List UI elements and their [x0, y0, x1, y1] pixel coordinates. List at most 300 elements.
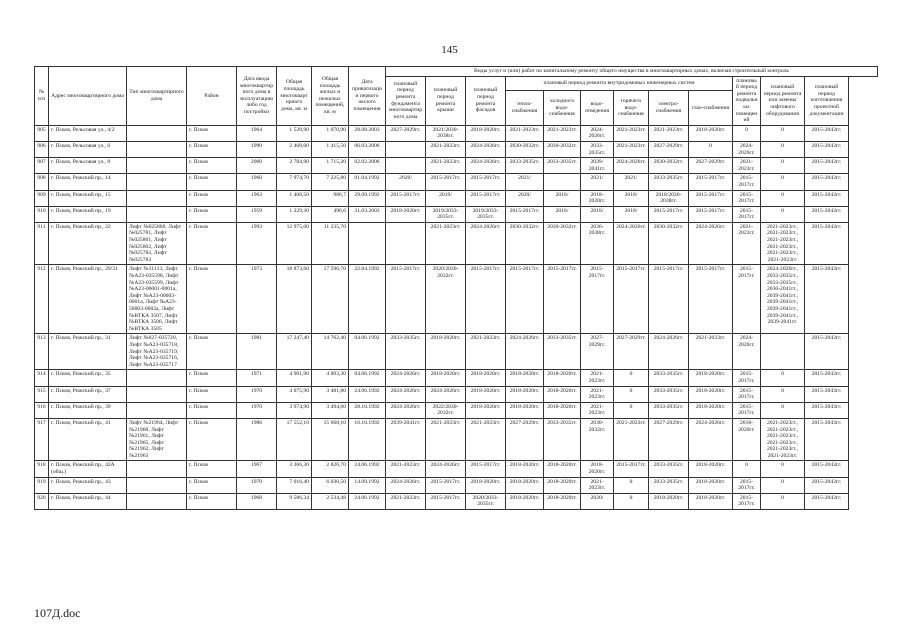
cell-heat: 2024-2026гг. [506, 334, 544, 370]
cell-roof: 2021/2030-2038гг. [426, 125, 466, 141]
cell-no: 918 [35, 461, 49, 477]
cell-district: г. Псков [187, 125, 237, 141]
cell-foundation: 2027-2029гг. [386, 125, 426, 141]
cell-heat: 2027-2029гг. [506, 418, 544, 461]
table-row [35, 265, 878, 334]
cell-sewer: 2039-2041гг. [581, 158, 614, 174]
cell-sewer: 2015-2017гг. [581, 265, 614, 334]
header-privatization: Дата приватизации первого жилого помещения [349, 67, 386, 126]
header-total-area: Общая площадь многоквартирного дома, кв. м [277, 67, 312, 126]
cell-foundation: 2024-2026гг. [386, 370, 426, 386]
cell-cold: 2018-2020гг. [544, 461, 581, 477]
cell-no: 912 [35, 265, 49, 334]
cell-year: 1993 [237, 222, 277, 265]
cell-sewer: 2027-2029гг. [581, 334, 614, 370]
cell-hot: 2021-2023гг. [614, 125, 649, 141]
cell-district: г. Псков [187, 477, 237, 493]
cell-total-area: 12 975,00 [277, 222, 312, 265]
cell-cold: 2018/ [544, 190, 581, 206]
cell-facade: 2018-2020гг. [466, 125, 506, 141]
cell-type [127, 402, 187, 418]
cell-heat: 2018-2020гг. [506, 477, 544, 493]
cell-project: 2015-2043гг. [805, 493, 849, 509]
cell-gas: 2018-2020гг. [689, 493, 733, 509]
cell-privatization: 29.09.1992 [349, 190, 386, 206]
cell-total-area: 2 468,00 [277, 141, 312, 157]
cell-project: 2015-2043гг. [805, 386, 849, 402]
cell-project: 2015-2043гг. [805, 370, 849, 386]
cell-total-area: 4 075,90 [277, 386, 312, 402]
cell-type [127, 370, 187, 386]
cell-district: г. Псков [187, 265, 237, 334]
header-electric: электро-снабжения [649, 91, 689, 126]
cell-foundation: 2020/ [386, 174, 426, 190]
cell-roof: 2024-2026гг. [426, 461, 466, 477]
cell-foundation [386, 158, 426, 174]
table-row [35, 370, 878, 386]
cell-roof: 2015-2017гг. [426, 174, 466, 190]
cell-no: 916 [35, 402, 49, 418]
cell-no: 906 [35, 141, 49, 157]
cell-foundation: 2024-2026гг. [386, 477, 426, 493]
cell-privatization: 14.09.1992 [349, 477, 386, 493]
cell-no: 919 [35, 477, 49, 493]
cell-address: г. Псков, Рижский пр., 42А (общ.) [49, 461, 127, 477]
cell-living-area: 14 762,40 [312, 334, 349, 370]
cell-hot: 0 [614, 493, 649, 509]
cell-no: 913 [35, 334, 49, 370]
cell-cold: 2033-2035гг. [544, 334, 581, 370]
cell-privatization: 28.10.1992 [349, 402, 386, 418]
cell-gas: 2015-2017гг. [689, 265, 733, 334]
header-living-area: Общая площадь жилых и нежилых помещений, кв. м [312, 67, 349, 126]
cell-year: 1963 [237, 190, 277, 206]
cell-no: 905 [35, 125, 49, 141]
cell-living-area: 3 494,60 [312, 402, 349, 418]
cell-roof: 2022/2030-2032гг. [426, 402, 466, 418]
cell-type [127, 174, 187, 190]
cell-year: 1967 [237, 461, 277, 477]
cell-year: 1970 [237, 402, 277, 418]
capital-repair-table [34, 66, 878, 510]
cell-heat: 2033-2035гг. [506, 158, 544, 174]
table-row [35, 206, 878, 222]
cell-gas: 2018-2020гг. [689, 402, 733, 418]
table-row [35, 141, 878, 157]
cell-privatization: 01.04.1992 [349, 174, 386, 190]
cell-sewer: 2021-2023гг. [581, 386, 614, 402]
cell-project: 2015-2043гг. [805, 461, 849, 477]
cell-year: 1970 [237, 477, 277, 493]
cell-elevator: 0 [761, 141, 805, 157]
header-systems-group: плановый период ремонта внутридомовых инженерных систем [506, 76, 733, 91]
cell-roof: 2019/2033-2035гг. [426, 206, 466, 222]
header-cold: холодного водо-снабжения [544, 91, 581, 126]
header-hot: горячего водо-снабжения [614, 91, 649, 126]
cell-foundation: 2024-2026гг. [386, 402, 426, 418]
cell-project: 2015-2043гг. [805, 418, 849, 461]
cell-elevator: 0 [761, 190, 805, 206]
cell-roof: 2021-2023гг. [426, 158, 466, 174]
cell-project: 2015-2043гг. [805, 125, 849, 141]
cell-privatization: 04.06.1992 [349, 334, 386, 370]
cell-sewer: 2018-2020гг. [581, 190, 614, 206]
cell-no: 910 [35, 206, 49, 222]
cell-electric: 2033-2035гг. [649, 370, 689, 386]
cell-basement: 2024-2026гг. [733, 141, 761, 157]
cell-address: г. Псков, Рижский пр., 29/31 [49, 265, 127, 334]
cell-type [127, 190, 187, 206]
cell-type [127, 493, 187, 509]
header-elevator: плановый период ремонта или замены лифтового оборудования [761, 76, 805, 125]
cell-total-area: 3 366,30 [277, 461, 312, 477]
cell-elevator: 2024-2026гг., 2033-2035гг., 2033-2035гг., 2030-2041гг., 2039-2041гг., 2039-2041гг., 2039-2041гг., 2039-2041гг., 2039-2041гг. [761, 265, 805, 334]
cell-gas: 2015-2017гг. [689, 206, 733, 222]
cell-no: 920 [35, 493, 49, 509]
cell-year: 1981 [237, 334, 277, 370]
cell-district: г. Псков [187, 222, 237, 265]
header-roof: плановый период ремонта крыши [426, 76, 466, 125]
header-sewer: водо-отведения [581, 91, 614, 126]
cell-basement: 2015-2017гг. [733, 402, 761, 418]
cell-gas: 2018-2020гг. [689, 125, 733, 141]
cell-living-area: 6 030,50 [312, 477, 349, 493]
cell-roof: 2018-2020гг. [426, 370, 466, 386]
header-project: плановый период изготовления проектной документации [805, 76, 849, 125]
header-type: Тип многоквартирного дома [127, 67, 187, 126]
cell-electric: 2024-2026гг. [649, 334, 689, 370]
cell-living-area: 986,7 [312, 190, 349, 206]
cell-living-area: 1 415,50 [312, 141, 349, 157]
cell-project: 2015-2043гг. [805, 477, 849, 493]
cell-hot: 0 [614, 477, 649, 493]
cell-living-area: 3 481,80 [312, 386, 349, 402]
cell-roof: 2015-2017гг. [426, 493, 466, 509]
cell-basement: 0 [733, 461, 761, 477]
cell-cold: 2030-2032гг. [544, 222, 581, 265]
cell-basement: 2015-2017гг. [733, 265, 761, 334]
cell-electric: 2027-2029гг. [649, 141, 689, 157]
cell-roof: 2021-2023гг. [426, 418, 466, 461]
cell-hot: 2024-2026гг. [614, 158, 649, 174]
cell-district: г. Псков [187, 402, 237, 418]
cell-gas: 2015-2017гг. [689, 174, 733, 190]
cell-gas: 2027-2029гг. [689, 158, 733, 174]
cell-hot: 2027-2029гг. [614, 334, 649, 370]
cell-total-area: 2 784,90 [277, 158, 312, 174]
page-number: 145 [441, 44, 458, 56]
cell-total-area: 7 974,70 [277, 174, 312, 190]
cell-hot: 0 [614, 386, 649, 402]
cell-facade: 2024-2026гг. [466, 141, 506, 157]
cell-heat: 2015-2017гг. [506, 265, 544, 334]
cell-electric: 2033-2035гг. [649, 174, 689, 190]
cell-total-area: 1 408,50 [277, 190, 312, 206]
cell-roof: 2020/2030-2032гг. [426, 265, 466, 334]
cell-hot: 0 [614, 402, 649, 418]
cell-facade: 2020/2033-2035гг. [466, 493, 506, 509]
cell-type [127, 386, 187, 402]
cell-electric: 2018/2036-2038гг. [649, 190, 689, 206]
cell-basement: 2024-2026гг. [733, 334, 761, 370]
cell-living-area: 2 826,70 [312, 461, 349, 477]
cell-basement: 2015-2017гг. [733, 386, 761, 402]
cell-heat: 2018-2020гг. [506, 386, 544, 402]
cell-sewer: 2024-2026гг. [581, 125, 614, 141]
cell-sewer: 2033-2035гг. [581, 141, 614, 157]
cell-cold: 2033-2035гг. [544, 158, 581, 174]
cell-district: г. Псков [187, 386, 237, 402]
cell-foundation: 2039-2041гг. [386, 418, 426, 461]
cell-district: г. Псков [187, 190, 237, 206]
cell-basement: 2015-2017гг. [733, 477, 761, 493]
cell-basement: 2015-2017гг. [733, 493, 761, 509]
cell-gas: 2021-2023гг. [689, 334, 733, 370]
cell-basement: 2015-2017гг. [733, 174, 761, 190]
cell-foundation: 2024-2026гг. [386, 386, 426, 402]
cell-privatization: 24.06.1992 [349, 493, 386, 509]
table-row [35, 418, 878, 461]
cell-basement: 2021-2023гг. [733, 158, 761, 174]
cell-hot: 2015-2017гг. [614, 265, 649, 334]
table-row [35, 386, 878, 402]
cell-year: 1990 [237, 141, 277, 157]
table-row [35, 174, 878, 190]
cell-hot: 2021-2023гг. [614, 141, 649, 157]
cell-total-area: 1 229,30 [277, 206, 312, 222]
cell-cold: 2018-2020гг. [544, 493, 581, 509]
cell-cold: 2018-2020гг. [544, 370, 581, 386]
cell-no: 908 [35, 174, 49, 190]
cell-roof: 2019/ [426, 190, 466, 206]
cell-type [127, 125, 187, 141]
table-row [35, 477, 878, 493]
cell-type [127, 141, 187, 157]
cell-district: г. Псков [187, 174, 237, 190]
header-address: Адрес многоквартирного дома [49, 67, 127, 126]
cell-gas: 2024-2026гг. [689, 222, 733, 265]
cell-year: 1964 [237, 125, 277, 141]
cell-cold: 2018-2020гг. [544, 477, 581, 493]
table-body [35, 125, 878, 509]
cell-heat: 2018-2020гг. [506, 461, 544, 477]
cell-sewer: 2020/ [581, 493, 614, 509]
cell-privatization: 06.03.2006 [349, 141, 386, 157]
cell-facade: 2021-2023гг. [466, 334, 506, 370]
cell-electric: 2033-2035гг. [649, 461, 689, 477]
cell-privatization: 02.02.2006 [349, 158, 386, 174]
cell-sewer: 2021-2023гг. [581, 477, 614, 493]
cell-cold: 2030-2032гг. [544, 141, 581, 157]
cell-elevator: 2021-2023гг., 2021-2023гг., 2021-2023гг., 2021-2023гг., 2021-2023гг., 2021-2023гг. [761, 222, 805, 265]
cell-foundation: 2021-2023гг. [386, 461, 426, 477]
cell-facade: 2015-2017гг. [466, 190, 506, 206]
header-foundation: плановый период ремонта фундамента многоквартирного дома [386, 76, 426, 125]
cell-privatization: 16.10.1992 [349, 418, 386, 461]
cell-project: 2015-2043гг. [805, 174, 849, 190]
cell-privatization [349, 222, 386, 265]
cell-elevator: 2021-2023гг., 2021-2023гг., 2021-2023гг., 2021-2023гг., 2021-2023гг., 2021-2023гг. [761, 418, 805, 461]
cell-address: г. Псков, Рельсовая ул., 6 [49, 141, 127, 157]
cell-sewer: 2021/ [581, 174, 614, 190]
cell-sewer: 2021-2023гг. [581, 402, 614, 418]
cell-living-area: 4 003,30 [312, 370, 349, 386]
cell-address: г. Псков, Рижский пр., 19 [49, 206, 127, 222]
table-row [35, 461, 878, 477]
cell-foundation: 2033-2035гг. [386, 334, 426, 370]
cell-heat: 2015-2017гг. [506, 206, 544, 222]
cell-address: г. Псков, Рельсовая ул., 8 [49, 158, 127, 174]
header-district: Район [187, 67, 237, 126]
cell-project: 2015-2043гг. [805, 206, 849, 222]
cell-foundation: 2021-2023гг. [386, 493, 426, 509]
cell-project: 2015-2043гг. [805, 141, 849, 157]
cell-facade: 2018-2020гг. [466, 477, 506, 493]
cell-heat: 2021/ [506, 174, 544, 190]
cell-cold: 2021-2023гг. [544, 125, 581, 141]
cell-electric: 2021-2023гг. [649, 125, 689, 141]
cell-basement: 2015-2017гг. [733, 206, 761, 222]
cell-basement: 2015-2017гг. [733, 190, 761, 206]
cell-district: г. Псков [187, 461, 237, 477]
cell-roof: 2024-2026гг. [426, 386, 466, 402]
cell-electric: 2030-2032гг. [649, 158, 689, 174]
cell-total-area: 18 873,60 [277, 265, 312, 334]
header-works-group: Виды услуг и (или) работ по капитальному ремонту общего имущества в многоквартирных домах, включая строительный контроль [386, 67, 878, 77]
file-name: 107Д.doc [34, 606, 81, 620]
cell-total-area: 1 528,90 [277, 125, 312, 141]
cell-elevator [761, 334, 805, 370]
cell-total-area: 9 586,34 [277, 493, 312, 509]
table-row [35, 334, 878, 370]
cell-elevator: 0 [761, 386, 805, 402]
cell-foundation: 2018-2020гг. [386, 206, 426, 222]
cell-privatization: 28.08.2003 [349, 125, 386, 141]
cell-cold: 2018-2020гг. [544, 402, 581, 418]
cell-gas: 0 [689, 141, 733, 157]
cell-elevator: 0 [761, 158, 805, 174]
cell-facade: 2018-2020гг. [466, 386, 506, 402]
cell-living-area: 1 715,20 [312, 158, 349, 174]
cell-address: г. Псков, Рижский пр., 15 [49, 190, 127, 206]
cell-privatization: 31.03.2003 [349, 206, 386, 222]
cell-living-area: 1 070,90 [312, 125, 349, 141]
cell-privatization: 24.06.1992 [349, 461, 386, 477]
cell-gas: 2024-2026гг. [689, 418, 733, 461]
cell-no: 917 [35, 418, 49, 461]
cell-privatization: 04.06.1992 [349, 370, 386, 386]
cell-cold [544, 174, 581, 190]
cell-basement: 2021-2023гг. [733, 222, 761, 265]
cell-gas: 2018-2020гг. [689, 477, 733, 493]
cell-living-area: 15 668,10 [312, 418, 349, 461]
cell-hot: 2018/ [614, 206, 649, 222]
cell-heat: 2018-2020гг. [506, 402, 544, 418]
cell-elevator: 0 [761, 402, 805, 418]
cell-district: г. Псков [187, 418, 237, 461]
cell-type [127, 477, 187, 493]
cell-basement: 2018-2020гг. [733, 418, 761, 461]
cell-elevator: 0 [761, 125, 805, 141]
cell-project: 2015-2043гг. [805, 265, 849, 334]
cell-district: г. Псков [187, 206, 237, 222]
cell-address: г. Псков, Рижский пр., 43 [49, 477, 127, 493]
cell-foundation [386, 222, 426, 265]
cell-electric: 2033-2035гг. [649, 477, 689, 493]
cell-roof: 2021-2023гг. [426, 141, 466, 157]
cell-heat: 2018-2020гг. [506, 370, 544, 386]
cell-electric: 2015-2017гг. [649, 206, 689, 222]
cell-electric: 2018-2020гг. [649, 493, 689, 509]
cell-type: Лифт №027-035720, Лифт №А23-035718, Лифт №А23-035719, Лифт №А23-035716, Лифт №А23-035717 [127, 334, 187, 370]
cell-gas: 2018-2020гг. [689, 461, 733, 477]
cell-year: 1970 [237, 386, 277, 402]
cell-type [127, 158, 187, 174]
cell-no: 911 [35, 222, 49, 265]
cell-living-area: 2 534,48 [312, 493, 349, 509]
cell-electric: 2030-2032гг. [649, 222, 689, 265]
cell-hot: 2024-2026гг. [614, 222, 649, 265]
cell-basement: 2015-2017гг. [733, 370, 761, 386]
cell-privatization: 22.04.1992 [349, 265, 386, 334]
cell-total-area: 4 901,90 [277, 370, 312, 386]
cell-cold: 2015-2017гг. [544, 265, 581, 334]
cell-address: г. Псков, Рижский пр., 39 [49, 402, 127, 418]
cell-hot: 2021/ [614, 174, 649, 190]
table-row [35, 222, 878, 265]
cell-total-area: 17 552,10 [277, 418, 312, 461]
cell-project: 2015-2043гг. [805, 222, 849, 265]
cell-electric: 2015-2017гг. [649, 265, 689, 334]
cell-elevator: 0 [761, 370, 805, 386]
cell-facade: 2019/2033-2035гг. [466, 206, 506, 222]
cell-year: 1959 [237, 206, 277, 222]
table-row [35, 158, 878, 174]
table-row [35, 190, 878, 206]
cell-elevator: 0 [761, 206, 805, 222]
cell-gas: 2018-2020гг. [689, 370, 733, 386]
cell-facade: 2024-2026гг. [466, 158, 506, 174]
header-year: Дата ввода многоквартирного дома в эксплуатацию либо год постройки [237, 67, 277, 126]
cell-foundation: 2015-2017гг. [386, 190, 426, 206]
cell-address: г. Псков, Рижский пр., 37 [49, 386, 127, 402]
header-heat: тепло-снабжения [506, 91, 544, 126]
header-no: № п/п [35, 67, 49, 126]
cell-project: 2015-2043гг. [805, 402, 849, 418]
cell-type: Лифт №025800, Лифт №025781, Лифт №025801, Лифт №025802, Лифт №025782, Лифт №025783 [127, 222, 187, 265]
cell-elevator: 0 [761, 461, 805, 477]
cell-elevator: 0 [761, 477, 805, 493]
cell-foundation: 2015-2017гг. [386, 265, 426, 334]
cell-gas: 2018-2020гг. [689, 386, 733, 402]
cell-no: 915 [35, 386, 49, 402]
cell-heat: 2018-2020гг. [506, 493, 544, 509]
cell-address: г. Псков, Рижский пр., 41 [49, 418, 127, 461]
cell-living-area: 17 596,70 [312, 265, 349, 334]
cell-heat: 2030-2032гг. [506, 141, 544, 157]
cell-district: г. Псков [187, 158, 237, 174]
cell-heat: 2020/ [506, 190, 544, 206]
cell-sewer: 2018/ [581, 206, 614, 222]
cell-living-area: 496,6 [312, 206, 349, 222]
cell-no: 909 [35, 190, 49, 206]
header-basement: плановый период ремонта подвальных помещений [733, 76, 761, 125]
cell-electric: 2027-2029гг. [649, 418, 689, 461]
cell-foundation [386, 141, 426, 157]
cell-sewer: 2036-2038гг. [581, 222, 614, 265]
table-row [35, 125, 878, 141]
cell-elevator: 0 [761, 174, 805, 190]
